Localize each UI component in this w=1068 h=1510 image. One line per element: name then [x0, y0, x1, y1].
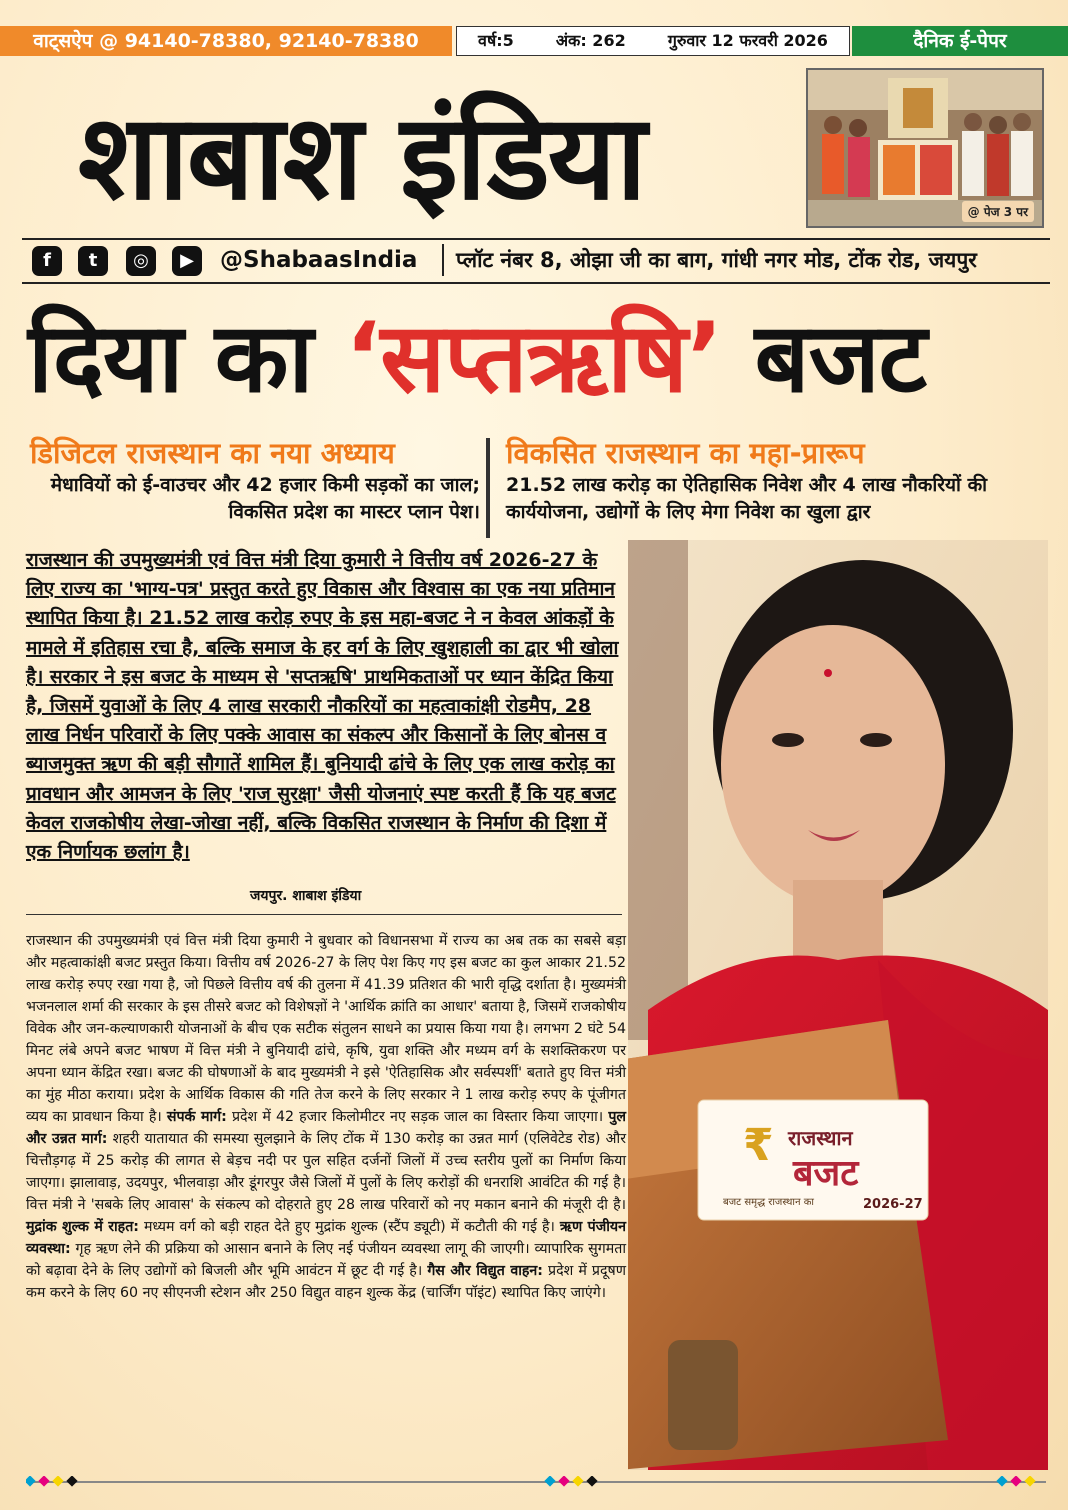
- main-headline: [28, 288, 1048, 428]
- body-heading-roads: संपर्क मार्ग:: [166, 1109, 227, 1125]
- finance-minister-photo: [628, 540, 1048, 1470]
- body-p6: प्रदेश में प्रदूषण कम करने के लिए 60 नए सीएनजी स्टेशन और 250 विद्युत वाहन शुल्क केंद्र (चार्जिंग पॉइंट) स्थापित किए जाएंगे।: [26, 1263, 627, 1301]
- subhead-right: [506, 434, 1040, 526]
- edition-label: दैनिक ई-पेपर: [852, 26, 1068, 56]
- social-handle[interactable]: @ShabaasIndia: [220, 247, 418, 273]
- subhead-right-text: 21.52 लाख करोड़ का ऐतिहासिक निवेश और 4 लाख नौकरियों की कार्ययोजना, उद्योगों के लिए मेगा निवेश का खुला द्वार: [506, 474, 988, 523]
- page-reference[interactable]: @ पेज 3 पर: [962, 201, 1034, 222]
- subhead-left-text: मेधावियों को ई-वाउचर और 42 हजार किमी सड़कों का जाल; विकसित प्रदेश का मास्टर प्लान पेश।: [50, 474, 480, 523]
- newspaper-title: शाबाश इंडिया: [78, 88, 645, 226]
- headline-part1: दिया का: [28, 302, 345, 414]
- rupee-icon: ₹: [743, 1120, 774, 1171]
- body-heading-loan-registry: ऋण पंजीयन व्यवस्था:: [26, 1219, 626, 1257]
- issue-date: गुरुवार 12 फरवरी 2026: [667, 31, 828, 50]
- youtube-icon[interactable]: ▶: [172, 246, 202, 276]
- body-p1: राजस्थान की उपमुख्यमंत्री एवं वित्त मंत्री दिया कुमारी ने बुधवार को विधानसभा में राज्य का अब तक का सबसे बड़ा और महत्वाकांक्षी बजट प्रस्तुत किया। वित्तीय वर्ष 2026-27 के लिए पेश किए गए इस बजट का कुल आकार 21.52 लाख करोड़ रुपए रखा गया है, जो पिछले वित्तीय वर्ष की तुलना में 41.39 प्रतिशत की भारी वृद्धि दर्शाता है। मुख्यमंत्री भजनलाल शर्मा की सरकार के इस तीसरे बजट को विशेषज्ञों ने 'आर्थिक क्रांति का आधार' बताया है, जिसमें राजकोषीय विवेक और जन-कल्याणकारी योजनाओं के बीच एक सटीक संतुलन साधने का प्रयास किया गया है। लगभग 2 घंटे 54 मिनट लंबे अपने बजट भाषण में वित्त मंत्री ने बुनियादी ढांचे, कृषि, युवा शक्ति और मध्यम वर्ग के सशक्तिकरण पर अपना ध्यान केंद्रित रखा। बजट की घोषणाओं के बाद मुख्यमंत्री ने इसे 'ऐतिहासिक और सर्वस्पर्शी' बताते हुए वित्त मंत्री का मुंह मीठा कराया। प्रदेश के आर्थिक विकास की गति तेज करने के लिए सरकार ने 1 लाख करोड़ रुपए के पूंजीगत व्यय का प्रावधान किया है।: [26, 933, 626, 1125]
- office-address: प्लॉट नंबर 8, ओझा जी का बाग, गांधी नगर मोड, टोंक रोड, जयपुर: [442, 244, 1060, 276]
- body-p2: प्रदेश में 42 हजार किलोमीटर नए सड़क जाल का विस्तार किया जाएगा।: [226, 1109, 604, 1125]
- lead-paragraph: [26, 546, 626, 867]
- whatsapp-contact: वाट्सऐप @ 94140-78380, 92140-78380: [0, 26, 452, 56]
- subhead-left: [30, 434, 480, 526]
- subhead-divider: [486, 438, 490, 538]
- facebook-icon[interactable]: f: [32, 246, 62, 276]
- body-p4: मध्यम वर्ग को बड़ी राहत देते हुए मुद्रांक शुल्क (स्टैंप ड्यूटी) में कटौती की गई है।: [138, 1219, 555, 1235]
- budget-logo-line1: राजस्थान: [788, 1126, 853, 1150]
- budget-logo-year: 2026-27: [863, 1197, 923, 1212]
- footer-rule: [26, 1476, 1046, 1488]
- lead-text: राजस्थान की उपमुख्यमंत्री एवं वित्त मंत्री दिया कुमारी ने वित्तीय वर्ष 2026-27 के लिए राज्य का 'भाग्य-पत्र' प्रस्तुत करते हुए विकास और विश्वास का एक नया प्रतिमान स्थापित किया है। 21.52 लाख करोड़ रुपए के इस महा-बजट ने न केवल आंकड़ों के मामले में इतिहास रचा है, बल्कि समाज के हर वर्ग के लिए खुशहाली का द्वार भी खोला है। सरकार ने इस बजट के माध्यम से 'सप्तऋषि' प्राथमिकताओं पर ध्यान केंद्रित किया है, जिसमें युवाओं के लिए 4 लाख सरकारी नौकरियों का महत्वाकांक्षी रोडमैप, 28 लाख निर्धन परिवारों के लिए पक्के आवास का संकल्प और किसानों के लिए बोनस व ब्याजमुक्त ऋण की बड़ी सौगातें शामिल हैं। बुनियादी ढांचे के लिए एक लाख करोड़ का प्रावधान और आमजन के लिए 'राज सुरक्षा' जैसी योजनाएं स्पष्ट करती हैं कि यह बजट केवल राजकोषीय लेखा-जोखा नहीं, बल्कि विकसित राजस्थान के निर्माण की दिशा में एक निर्णायक छलांग है।: [26, 549, 619, 864]
- twitter-icon[interactable]: t: [78, 246, 108, 276]
- instagram-icon[interactable]: ◎: [126, 246, 156, 276]
- body-p3: शहरी यातायात की समस्या सुलझाने के लिए टोंक में 130 करोड़ का उन्नत मार्ग (एलिवेटेड रोड) और चित्तौड़गढ़ में 25 करोड़ की लागत से बेड़च नदी पर पुल सहित दर्जनों जिलों में उच्च स्तरीय पुलों का निर्माण किया जाएगा। झालावाड़, उदयपुर, भीलवाड़ा और डूंगरपुर जैसे जिलों में पुलों के लिए करोड़ों की धनराशि आवंटित की गई है। वित्त मंत्री ने 'सबके लिए आवास' के संकल्प को दोहराते हुए 28 लाख परिवारों को नए मकान बनाने की मंजूरी दी है।: [26, 1131, 626, 1213]
- body-heading-bridges: पुल और उन्नत मार्ग:: [26, 1109, 626, 1147]
- social-bar: [22, 238, 1050, 284]
- headline-highlight: ‘सप्तऋषि’: [344, 302, 723, 414]
- byline: जयपुर. शाबाश इंडिया: [250, 888, 362, 904]
- headline-part2: बजट: [722, 302, 927, 414]
- article-body: [26, 930, 626, 1304]
- byline-rule: [26, 914, 622, 915]
- event-photo[interactable]: [806, 68, 1044, 228]
- body-heading-gas-ev: गैस और विद्युत वाहन:: [427, 1263, 543, 1279]
- issue-number: अंक: 262: [555, 31, 626, 50]
- year-label: वर्ष:5: [478, 31, 514, 50]
- subhead-right-title: विकसित राजस्थान का महा-प्रारूप: [506, 436, 865, 470]
- body-p5: गृह ऋण लेने की प्रक्रिया को आसान बनाने के लिए नई पंजीयन व्यवस्था लागू की जाएगी। व्यापारिक सुगमता को बढ़ावा देने के लिए उद्योगों को बिजली और भूमि आवंटन में छूट दी गई है।: [26, 1241, 626, 1279]
- subhead-left-title: डिजिटल राजस्थान का नया अध्याय: [30, 436, 395, 470]
- budget-logo-line2: बजट: [793, 1153, 859, 1194]
- budget-logo-tagline: बजट समृद्ध राजस्थान का: [723, 1197, 815, 1208]
- body-heading-stamp-duty: मुद्रांक शुल्क में राहत:: [26, 1219, 139, 1235]
- portrait-illustration: [628, 540, 1048, 1470]
- issue-info: [456, 26, 850, 56]
